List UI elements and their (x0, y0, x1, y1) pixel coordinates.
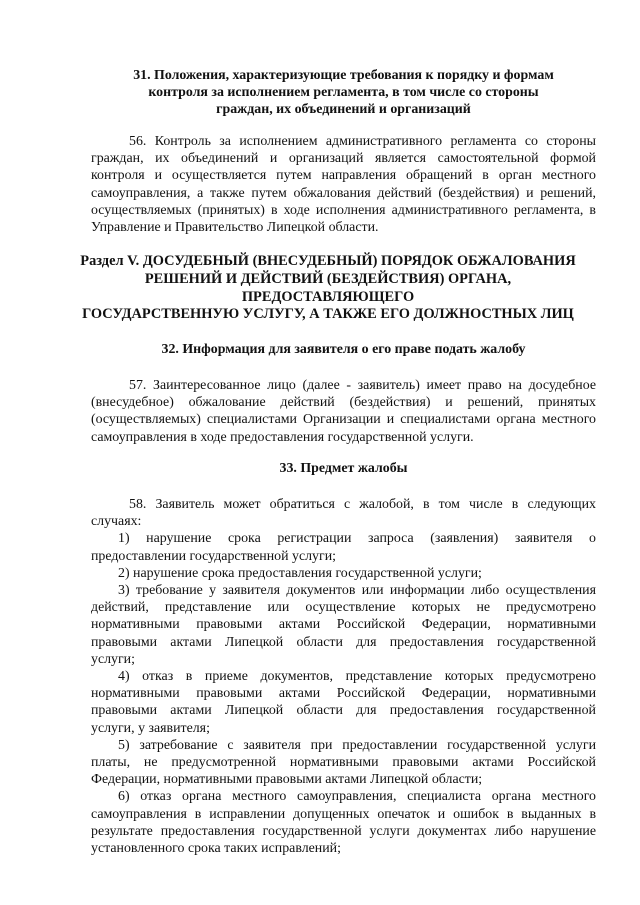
list-item-line: правовыми актами Липецкой области для предоставления государственной (91, 703, 596, 719)
list-item-line: услуги; (91, 651, 135, 667)
paragraph-line: контроля и осуществляется путем направления обращений в орган местного (91, 168, 596, 184)
section-33-heading (91, 460, 596, 477)
list-item (91, 788, 596, 857)
paragraph-line: 56. Контроль за исполнением административного регламента со стороны (129, 134, 596, 149)
list-item-line: 1) нарушение срока регистрации запроса (заявления) заявителя о (118, 531, 596, 547)
paragraph-line: Управление и Правительство Липецкой области. (91, 220, 379, 236)
heading-line: контроля за исполнением регламента, в том числе со стороны (148, 85, 539, 101)
list-item-line: нормативными правовыми актами Российской Федерации, нормативными (91, 686, 596, 702)
list-item-line: услуги, у заявителя; (91, 720, 210, 736)
paragraph-line: случаях: (91, 514, 142, 530)
list-item (91, 530, 596, 564)
list-item-line: 5) затребование с заявителя при предоставлении государственной услуги (118, 737, 596, 753)
paragraph-line: 58. Заявитель может обратиться с жалобой, в том числе в следующих (129, 497, 596, 512)
heading-line: 33. Предмет жалобы (279, 461, 408, 476)
list-item-line: предоставлении государственной услуги; (91, 548, 336, 564)
paragraph-line: осуществляемых (принятых) в ходе исполнения административного регламента, в (91, 202, 596, 218)
list-item-line: самоуправления в исправлении допущенных опечаток и ошибок в выданных в (91, 806, 596, 822)
list-item (91, 582, 596, 668)
section-5-heading (58, 253, 598, 324)
heading-line: ГОСУДАРСТВЕННУЮ УСЛУГУ, А ТАКЖЕ ЕГО ДОЛЖНОСТНЫХ ЛИЦ (82, 306, 574, 323)
list-item-line: правовыми актами Липецкой области для предоставления государственной (91, 634, 596, 650)
paragraph-line: самоуправления в ходе предоставления государственной услуги. (91, 429, 474, 445)
section-32-heading (91, 341, 596, 358)
heading-line: граждан, их объединений и организаций (216, 102, 471, 118)
list-item-line: 2) нарушение срока предоставления государственной услуги; (118, 565, 482, 581)
paragraph-56 (91, 133, 596, 236)
heading-line: 31. Положения, характеризующие требования к порядку и формам (133, 68, 554, 83)
heading-line: Раздел V. ДОСУДЕБНЫЙ (ВНЕСУДЕБНЫЙ) ПОРЯДОК ОБЖАЛОВАНИЯ (80, 253, 576, 269)
list-item-line: нормативными правовыми актами Российской Федерации, нормативными (91, 617, 596, 633)
paragraph-line: 57. Заинтересованное лицо (далее - заявитель) имеет право на досудебное (129, 378, 596, 393)
paragraph-57 (91, 377, 596, 446)
list-item-line: установленного срока таких исправлений; (91, 841, 341, 857)
heading-line: 32. Информация для заявителя о его праве подать жалобу (161, 342, 526, 357)
paragraph-line: (внесудебное) обжалование действий (бездействия) и решений, принятых (91, 395, 596, 411)
section-31-heading (91, 67, 596, 119)
list-item-line: 6) отказ органа местного самоуправления, специалиста органа местного (118, 789, 596, 805)
heading-line: РЕШЕНИЙ И ДЕЙСТВИЙ (БЕЗДЕЙСТВИЯ) ОРГАНА, (144, 270, 512, 287)
list-item-line: платы, не предусмотренной нормативными правовыми актами Российской (91, 755, 596, 771)
paragraph-line: (осуществляемых) специалистами Организации и специалистами органа местного (91, 412, 596, 428)
paragraph-line: самоуправления, а также путем обжалования действий (бездействия) и решений, (91, 185, 596, 201)
paragraph-58 (91, 496, 596, 857)
list-item (91, 737, 596, 789)
list-item-line: 3) требование у заявителя документов или информации либо осуществления (118, 583, 596, 599)
heading-line: ПРЕДОСТАВЛЯЮЩЕГО (241, 288, 415, 305)
list-item-line: действий, представление или осуществление которых не предусмотрено (91, 600, 596, 616)
paragraph-line: граждан, их объединений и организаций является самостоятельной формой (91, 151, 596, 167)
list-item (91, 668, 596, 737)
list-item (91, 565, 596, 582)
list-item-line: 4) отказ в приеме документов, представление которых предусмотрено (118, 669, 596, 685)
list-item-line: Федерации, нормативными правовыми актами Липецкой области; (91, 772, 483, 788)
list-item-line: результате предоставления государственной услуги документах либо нарушение (91, 823, 596, 839)
